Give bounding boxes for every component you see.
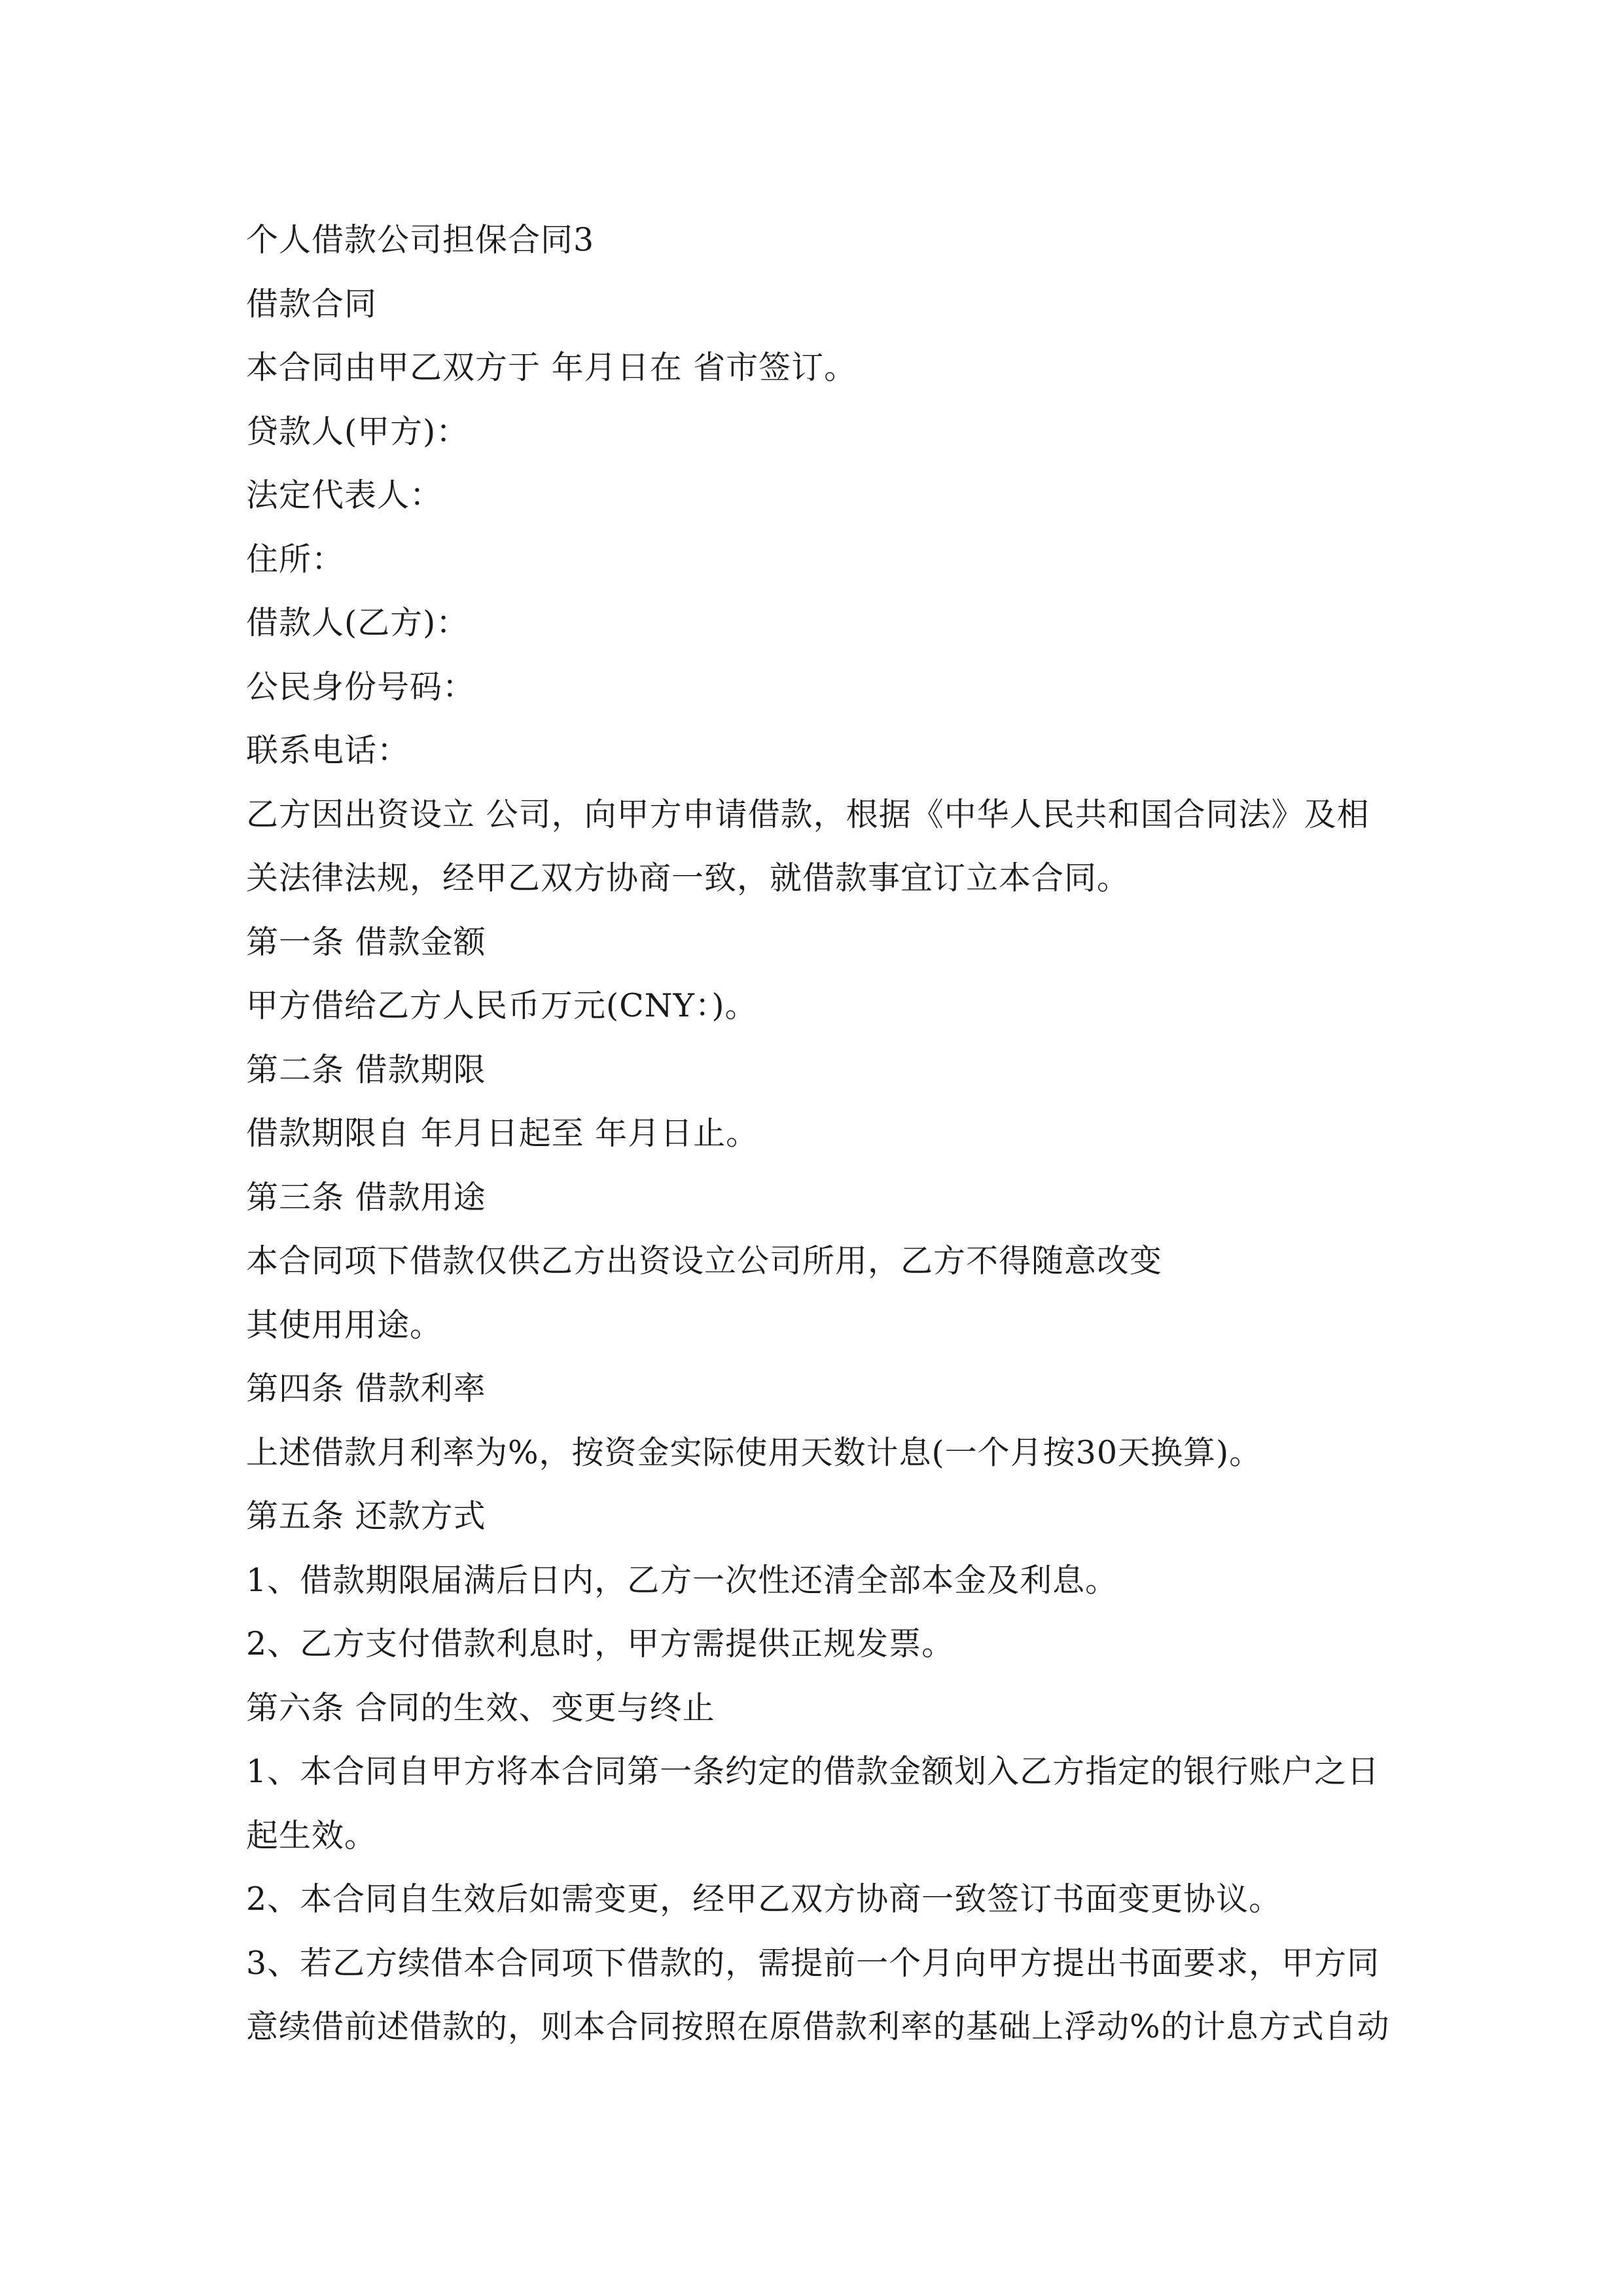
- article-text: 本合同项下借款仅供乙方出资设立公司所用，乙方不得随意改变: [246, 1242, 1163, 1280]
- id-number-field: 公民身份号码：: [246, 668, 476, 706]
- article-text: 意续借前述借款的，则本合同按照在原借款利率的基础上浮动%的计息方式自动: [246, 2008, 1390, 2045]
- article-text: 其使用用途。: [246, 1306, 443, 1344]
- article-text: 甲方借给乙方人民币万元(CNY：)。: [246, 987, 758, 1024]
- article-text: 上述借款月利率为%，按资金实际使用天数计息(一个月按30天换算)。: [246, 1433, 1262, 1471]
- contract-heading: 借款合同: [246, 285, 378, 323]
- article-text: 2、乙方支付借款利息时，甲方需提供正规发票。: [246, 1625, 955, 1662]
- article-heading: 第四条 借款利率: [246, 1370, 486, 1407]
- article-heading: 第二条 借款期限: [246, 1050, 486, 1088]
- signing-statement: 本合同由甲乙双方于 年月日在 省市签订。: [246, 349, 857, 386]
- borrower-field: 借款人(乙方)：: [246, 604, 469, 641]
- article-text: 3、若乙方续借本合同项下借款的，需提前一个月向甲方提出书面要求，甲方同: [246, 1944, 1380, 1982]
- address-field: 住所：: [246, 540, 345, 578]
- phone-field: 联系电话：: [246, 732, 410, 769]
- preamble-line: 关法律法规，经甲乙双方协商一致，就借款事宜订立本合同。: [246, 859, 1130, 897]
- document-body: [246, 208, 1390, 2059]
- article-heading: 第五条 还款方式: [246, 1498, 486, 1535]
- article-heading: 第一条 借款金额: [246, 923, 486, 961]
- article-text: 2、本合同自生效后如需变更，经甲乙双方协商一致签订书面变更协议。: [246, 1880, 1282, 1918]
- article-text: 1、借款期限届满后日内，乙方一次性还清全部本金及利息。: [246, 1561, 1118, 1599]
- legal-representative-field: 法定代表人：: [246, 476, 443, 514]
- article-heading: 第六条 合同的生效、变更与终止: [246, 1689, 715, 1727]
- article-text: 起生效。: [246, 1816, 378, 1854]
- lender-field: 贷款人(甲方)：: [246, 412, 469, 450]
- preamble-line: 乙方因出资设立 公司，向甲方申请借款，根据《中华人民共和国合同法》及相: [246, 795, 1370, 833]
- document-title: 个人借款公司担保合同3: [246, 221, 595, 259]
- article-text: 借款期限自 年月日起至 年月日止。: [246, 1115, 759, 1152]
- article-text: 1、本合同自甲方将本合同第一条约定的借款金额划入乙方指定的银行账户之日: [246, 1753, 1380, 1790]
- article-heading: 第三条 借款用途: [246, 1178, 486, 1216]
